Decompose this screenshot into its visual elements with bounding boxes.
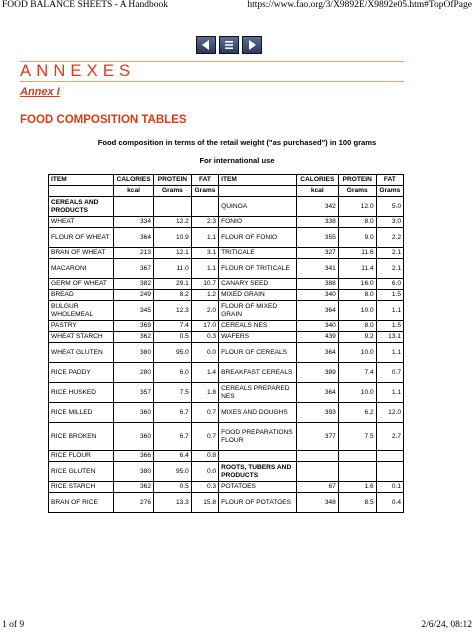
cell-protein-right: 16.0 — [338, 279, 376, 290]
cell-fat-left: 10.7 — [191, 279, 218, 290]
cell-calories-left: 334 — [114, 217, 154, 228]
units-item-right — [219, 186, 297, 197]
cell-fat-left: 0.7 — [191, 423, 218, 451]
cell-calories-left: 357 — [114, 383, 154, 403]
cell-protein-right: 10.0 — [338, 383, 376, 403]
cell-protein-right — [338, 462, 376, 482]
cell-item-left: WHEAT GLUTEN — [49, 343, 114, 363]
units-protein-left: Grams — [154, 186, 192, 197]
cell-protein-right — [338, 451, 376, 462]
table-row — [49, 301, 404, 321]
cell-calories-left: 276 — [114, 493, 154, 513]
cell-fat-left: 1.4 — [191, 363, 218, 383]
cell-calories-right: 327 — [296, 248, 338, 259]
cell-item-right: WAFERS — [219, 332, 297, 343]
cell-calories-right: 364 — [296, 343, 338, 363]
cell-calories-right: 338 — [296, 217, 338, 228]
cell-item-right: FONIO — [219, 217, 297, 228]
cell-calories-left: 360 — [114, 403, 154, 423]
cell-protein-right: 8.0 — [338, 290, 376, 301]
cell-item-right: QUINOA — [219, 197, 297, 217]
cell-calories-left: 213 — [114, 248, 154, 259]
print-footer — [0, 620, 474, 632]
cell-fat-left: 15.8 — [191, 493, 218, 513]
cell-fat-right — [376, 462, 403, 482]
print-header — [0, 0, 474, 12]
table-row — [49, 279, 404, 290]
cell-fat-left: 0.0 — [191, 462, 218, 482]
cell-item-right: CANARY SEED — [219, 279, 297, 290]
cell-fat-left: 1.1 — [191, 259, 218, 279]
cell-item-left: BRAN OF WHEAT — [49, 248, 114, 259]
cell-item-left: WHEAT — [49, 217, 114, 228]
table-row — [49, 197, 404, 217]
cell-item-left: BREAD — [49, 290, 114, 301]
units-calories-left: kcal — [114, 186, 154, 197]
cell-protein-left: 7.4 — [154, 321, 192, 332]
cell-item-left: FLOUR OF WHEAT — [49, 228, 114, 248]
cell-item-right: MIXES AND DOUGHS — [219, 403, 297, 423]
cell-fat-left: 2.0 — [191, 301, 218, 321]
cell-calories-left: 362 — [114, 332, 154, 343]
arrow-left-icon — [200, 39, 212, 51]
cell-fat-left: 0.3 — [191, 482, 218, 493]
cell-calories-left: 367 — [114, 259, 154, 279]
cell-fat-right — [376, 451, 403, 462]
cell-protein-left: 6.7 — [154, 403, 192, 423]
cell-calories-right: 388 — [296, 279, 338, 290]
cell-fat-right: 2.1 — [376, 259, 403, 279]
cell-fat-right: 0.7 — [376, 363, 403, 383]
table-row — [49, 259, 404, 279]
cell-protein-left: 10.9 — [154, 228, 192, 248]
cell-fat-right: 1.1 — [376, 383, 403, 403]
cell-protein-right: 12.0 — [338, 197, 376, 217]
cell-fat-left: 2.3 — [191, 217, 218, 228]
annexes-heading: ANNEXES — [20, 62, 136, 80]
cell-calories-right: 439 — [296, 332, 338, 343]
cell-calories-right: 340 — [296, 290, 338, 301]
cell-item-left: PASTRY — [49, 321, 114, 332]
header-item-left: ITEM — [49, 175, 114, 186]
cell-protein-left: 95.0 — [154, 462, 192, 482]
cell-calories-left: 366 — [114, 451, 154, 462]
cell-item-right: BREAKFAST CEREALS — [219, 363, 297, 383]
cell-protein-left: 12.2 — [154, 217, 192, 228]
cell-item-left: CEREALS AND PRODUCTS — [49, 197, 114, 217]
print-header-url[interactable]: https://www.fao.org/3/X9892E/X9892e05.htm#TopOfPage — [247, 0, 472, 10]
cell-fat-right: 1.1 — [376, 343, 403, 363]
previous-page-button[interactable] — [196, 36, 216, 54]
header-calories-right: CALORIES — [296, 175, 338, 186]
table-row — [49, 451, 404, 462]
cell-protein-left: 95.0 — [154, 343, 192, 363]
cell-calories-right: 393 — [296, 403, 338, 423]
cell-protein-left: 7.5 — [154, 383, 192, 403]
cell-fat-left: 1.2 — [191, 290, 218, 301]
cell-item-right: FLOUR OF CEREALS — [219, 343, 297, 363]
cell-protein-right: 9.2 — [338, 332, 376, 343]
header-calories-left: CALORIES — [114, 175, 154, 186]
header-fat-left: FAT — [191, 175, 218, 186]
cell-calories-right: 377 — [296, 423, 338, 451]
cell-item-left: BRAN OF RICE — [49, 493, 114, 513]
cell-protein-left: 6.4 — [154, 451, 192, 462]
cell-fat-right: 0.1 — [376, 482, 403, 493]
header-protein-right: PROTEIN — [338, 175, 376, 186]
cell-fat-right: 1.5 — [376, 290, 403, 301]
cell-item-right: FOOD PREPARATIONS FLOUR — [219, 423, 297, 451]
cell-calories-right: 364 — [296, 301, 338, 321]
cell-fat-left: 1.8 — [191, 383, 218, 403]
cell-item-left: RICE MILLED — [49, 403, 114, 423]
cell-calories-right: 364 — [296, 383, 338, 403]
cell-item-left: RICE STARCH — [49, 482, 114, 493]
cell-calories-left: 380 — [114, 343, 154, 363]
navigation-buttons — [196, 36, 262, 54]
cell-fat-right: 1.1 — [376, 301, 403, 321]
header-protein-left: PROTEIN — [154, 175, 192, 186]
cell-calories-right: 389 — [296, 363, 338, 383]
cell-item-left: RICE BROKEN — [49, 423, 114, 451]
cell-protein-left: 6.7 — [154, 423, 192, 451]
cell-protein-left: 29.1 — [154, 279, 192, 290]
cell-fat-right: 6.0 — [376, 279, 403, 290]
print-footer-page: 1 of 9 — [2, 620, 25, 630]
cell-item-right: FLOUR OF POTATOES — [219, 493, 297, 513]
table-row — [49, 343, 404, 363]
table-row — [49, 493, 404, 513]
cell-item-right: FLOUR OF TRITICALE — [219, 259, 297, 279]
print-footer-datetime: 2/6/24, 08:12 — [421, 620, 472, 630]
annex-i-link[interactable]: Annex I — [20, 86, 60, 98]
cell-calories-right — [296, 451, 338, 462]
cell-protein-right: 9.0 — [338, 228, 376, 248]
cell-protein-left — [154, 197, 192, 217]
table-header-row — [49, 175, 404, 186]
table-row — [49, 248, 404, 259]
cell-item-left: WHEAT STARCH — [49, 332, 114, 343]
cell-item-left: RICE HUSKED — [49, 383, 114, 403]
units-fat-right: Grams — [376, 186, 403, 197]
cell-fat-right: 3.0 — [376, 217, 403, 228]
next-page-button[interactable] — [242, 36, 262, 54]
cell-fat-right: 5.0 — [376, 197, 403, 217]
cell-protein-right: 10.0 — [338, 301, 376, 321]
cell-calories-left: 345 — [114, 301, 154, 321]
cell-calories-right: 67 — [296, 482, 338, 493]
cell-item-left: RICE FLOUR — [49, 451, 114, 462]
units-protein-right: Grams — [338, 186, 376, 197]
food-composition-table — [48, 174, 404, 513]
table-row — [49, 321, 404, 332]
cell-item-right: POTATOES — [219, 482, 297, 493]
cell-calories-left: 362 — [114, 482, 154, 493]
cell-item-left: BULGUR WHOLEMEAL — [49, 301, 114, 321]
cell-protein-left: 6.0 — [154, 363, 192, 383]
contents-list-icon — [223, 39, 235, 51]
cell-calories-right: 348 — [296, 493, 338, 513]
cell-fat-right: 2.1 — [376, 248, 403, 259]
cell-item-right: CEREALS PREPARED NES — [219, 383, 297, 403]
cell-fat-right: 2.2 — [376, 228, 403, 248]
table-subcaption: For international use — [199, 156, 275, 165]
annexes-rule-bottom — [20, 81, 404, 82]
cell-calories-left: 360 — [114, 423, 154, 451]
table-row — [49, 217, 404, 228]
header-fat-right: FAT — [376, 175, 403, 186]
header-item-right: ITEM — [219, 175, 297, 186]
cell-item-right: FLOUR OF FONIO — [219, 228, 297, 248]
cell-protein-left: 0.5 — [154, 332, 192, 343]
cell-calories-left: 280 — [114, 363, 154, 383]
cell-item-right: MIXED GRAIN — [219, 290, 297, 301]
table-row — [49, 462, 404, 482]
cell-item-right — [219, 451, 297, 462]
cell-item-left: RICE PADDY — [49, 363, 114, 383]
cell-fat-left: 0.3 — [191, 332, 218, 343]
table-row — [49, 482, 404, 493]
cell-calories-left: 380 — [114, 462, 154, 482]
cell-fat-right: 12.0 — [376, 403, 403, 423]
cell-protein-right: 8.0 — [338, 217, 376, 228]
table-row — [49, 228, 404, 248]
cell-protein-left: 13.3 — [154, 493, 192, 513]
units-calories-right: kcal — [296, 186, 338, 197]
cell-protein-right: 11.6 — [338, 248, 376, 259]
cell-protein-left: 8.2 — [154, 290, 192, 301]
table-row — [49, 332, 404, 343]
cell-protein-right: 10.0 — [338, 343, 376, 363]
units-fat-left: Grams — [191, 186, 218, 197]
cell-fat-left: 0.8 — [191, 451, 218, 462]
table-caption: Food composition in terms of the retail weight ("as purchased") in 100 grams — [97, 138, 377, 147]
cell-calories-left: 249 — [114, 290, 154, 301]
cell-fat-left: 17.0 — [191, 321, 218, 332]
cell-fat-right: 0.4 — [376, 493, 403, 513]
cell-calories-right: 340 — [296, 321, 338, 332]
cell-fat-left: 0.7 — [191, 403, 218, 423]
cell-item-right: FLOUR OF MIXED GRAIN — [219, 301, 297, 321]
table-row — [49, 363, 404, 383]
cell-protein-right: 8.0 — [338, 321, 376, 332]
cell-fat-left: 1.1 — [191, 228, 218, 248]
table-row — [49, 290, 404, 301]
cell-item-left: MACARONI — [49, 259, 114, 279]
cell-calories-left: 382 — [114, 279, 154, 290]
table-row — [49, 423, 404, 451]
table-row — [49, 403, 404, 423]
section-title: FOOD COMPOSITION TABLES — [20, 114, 187, 126]
cell-item-right: TRITICALE — [219, 248, 297, 259]
cell-calories-right: 341 — [296, 259, 338, 279]
cell-calories-left: 369 — [114, 321, 154, 332]
cell-protein-right: 7.5 — [338, 423, 376, 451]
cell-fat-right: 2.7 — [376, 423, 403, 451]
cell-protein-right: 8.5 — [338, 493, 376, 513]
cell-protein-right: 6.2 — [338, 403, 376, 423]
cell-fat-left — [191, 197, 218, 217]
cell-protein-left: 12.3 — [154, 301, 192, 321]
cell-calories-right: 342 — [296, 197, 338, 217]
cell-protein-right: 1.6 — [338, 482, 376, 493]
contents-button[interactable] — [219, 36, 239, 54]
cell-protein-right: 7.4 — [338, 363, 376, 383]
cell-fat-right: 13.1 — [376, 332, 403, 343]
print-header-title: FOOD BALANCE SHEETS - A Handbook — [2, 0, 168, 10]
cell-fat-left: 3.1 — [191, 248, 218, 259]
cell-item-left: GERM OF WHEAT — [49, 279, 114, 290]
cell-calories-right — [296, 462, 338, 482]
cell-protein-left: 0.5 — [154, 482, 192, 493]
cell-protein-right: 11.4 — [338, 259, 376, 279]
cell-calories-left — [114, 197, 154, 217]
cell-protein-left: 12.1 — [154, 248, 192, 259]
cell-item-left: RICE GLUTEN — [49, 462, 114, 482]
cell-item-right: ROOTS, TUBERS AND PRODUCTS — [219, 462, 297, 482]
units-item-left — [49, 186, 114, 197]
arrow-right-icon — [246, 39, 258, 51]
cell-fat-right: 1.5 — [376, 321, 403, 332]
cell-item-right: CEREALS NES — [219, 321, 297, 332]
cell-protein-left: 11.0 — [154, 259, 192, 279]
table-row — [49, 383, 404, 403]
cell-fat-left: 0.0 — [191, 343, 218, 363]
cell-calories-right: 355 — [296, 228, 338, 248]
table-units-row — [49, 186, 404, 197]
cell-calories-left: 364 — [114, 228, 154, 248]
